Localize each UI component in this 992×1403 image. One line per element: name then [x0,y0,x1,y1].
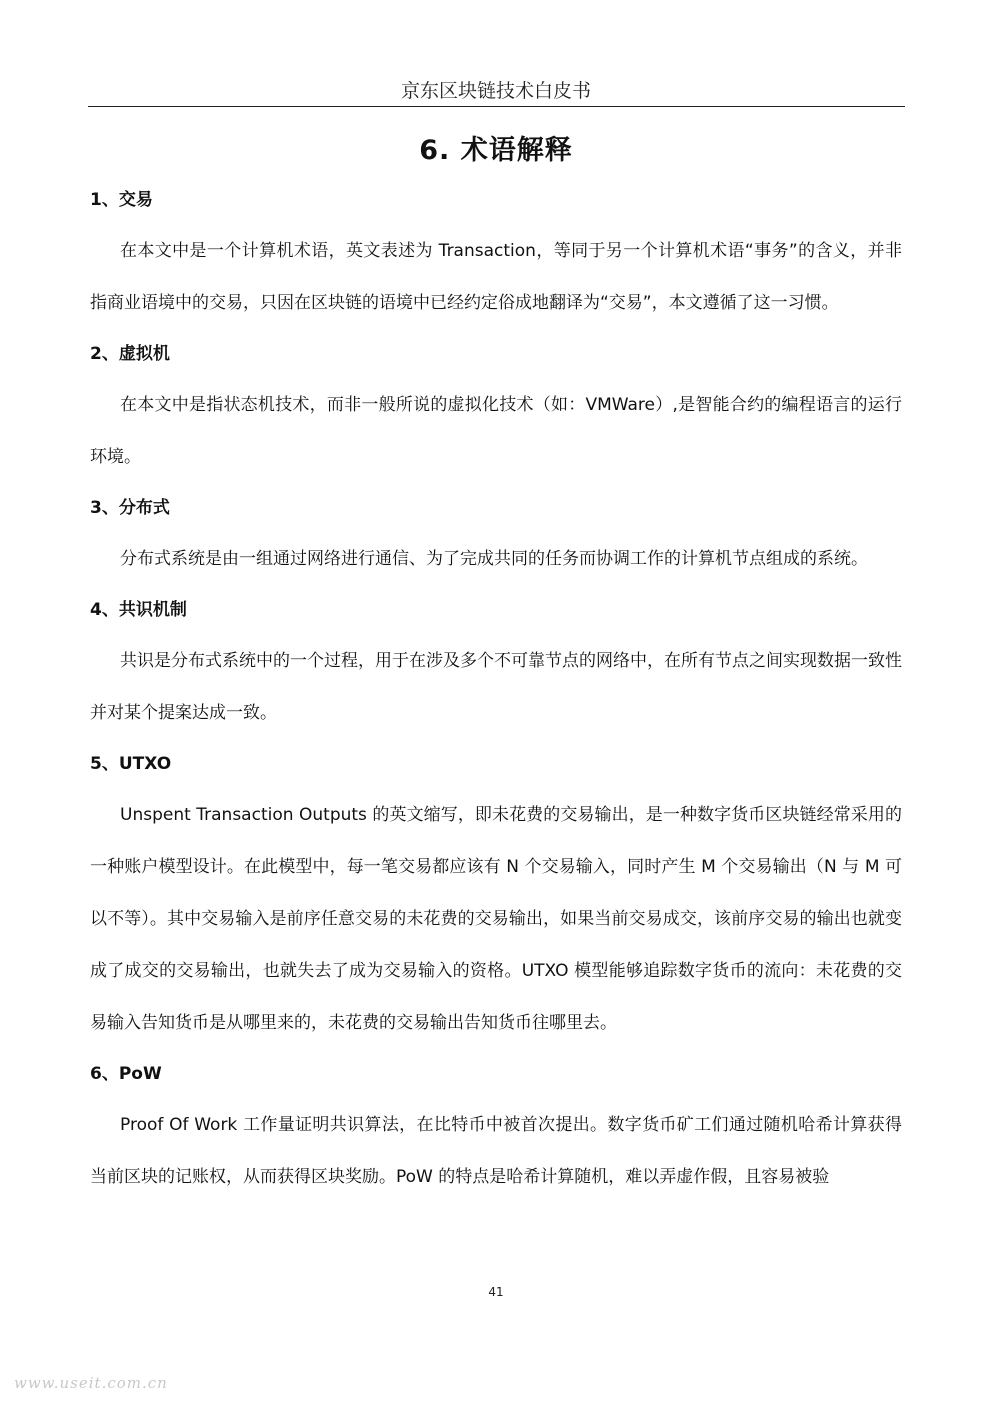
section-heading: 4、共识机制 [90,600,187,620]
section-heading: 3、分布式 [90,498,170,518]
glossary-entry-virtual-machine [90,329,902,483]
section-paragraph: Unspent Transaction Outputs 的英文缩写，即未花费的交易输出，是一种数字货币区块链经常采用的一种账户模型设计。在此模型中，每一笔交易都应该有 N 个交易输入，同时产生 M 个交易输出（N 与 M 可以不等）。其中交易输入是前序任意交易的未花费的交易输出，如果当前交易成交，该前序交易的输出也就变成了成交的交易输出，也就失去了成为交易输入的资格。UTXO 模型能够追踪数字货币的流向：未花费的交易输入告知货币是从哪里来的，未花费的交易输出告知货币往哪里去。 [90,805,902,1033]
section-heading: 5、UTXO [90,754,172,774]
section-heading: 2、虚拟机 [90,344,170,364]
chapter-title: 6. 术语解释 [419,135,573,166]
section-heading: 6、PoW [90,1064,162,1084]
section-paragraph: 在本文中是指状态机技术，而非一般所说的虚拟化技术（如：VMWare）,是智能合约的编程语言的运行环境。 [90,395,902,467]
watermark: www.useit.com.cn [14,1374,168,1392]
section-paragraph: 分布式系统是由一组通过网络进行通信、为了完成共同的任务而协调工作的计算机节点组成的系统。 [120,549,868,569]
glossary-entry-utxo [90,739,902,1049]
section-heading: 1、交易 [90,190,153,210]
running-header: 京东区块链技术白皮书 [400,80,591,102]
glossary-body [90,175,902,1203]
glossary-entry-transaction [90,175,902,329]
glossary-entry-pow [90,1049,902,1203]
header-divider [88,106,905,107]
section-paragraph: 共识是分布式系统中的一个过程，用于在涉及多个不可靠节点的网络中，在所有节点之间实现数据一致性并对某个提案达成一致。 [90,651,902,723]
page-number: 41 [488,1285,504,1299]
glossary-entry-consensus [90,585,902,739]
section-paragraph: Proof Of Work 工作量证明共识算法，在比特币中被首次提出。数字货币矿工们通过随机哈希计算获得当前区块的记账权，从而获得区块奖励。PoW 的特点是哈希计算随机，难以弄虚作假，且容易被验 [90,1115,902,1187]
glossary-entry-distributed [90,483,902,585]
section-paragraph: 在本文中是一个计算机术语，英文表述为 Transaction，等同于另一个计算机术语“事务”的含义，并非指商业语境中的交易，只因在区块链的语境中已经约定俗成地翻译为“交易”，本文遵循了这一习惯。 [90,241,902,313]
